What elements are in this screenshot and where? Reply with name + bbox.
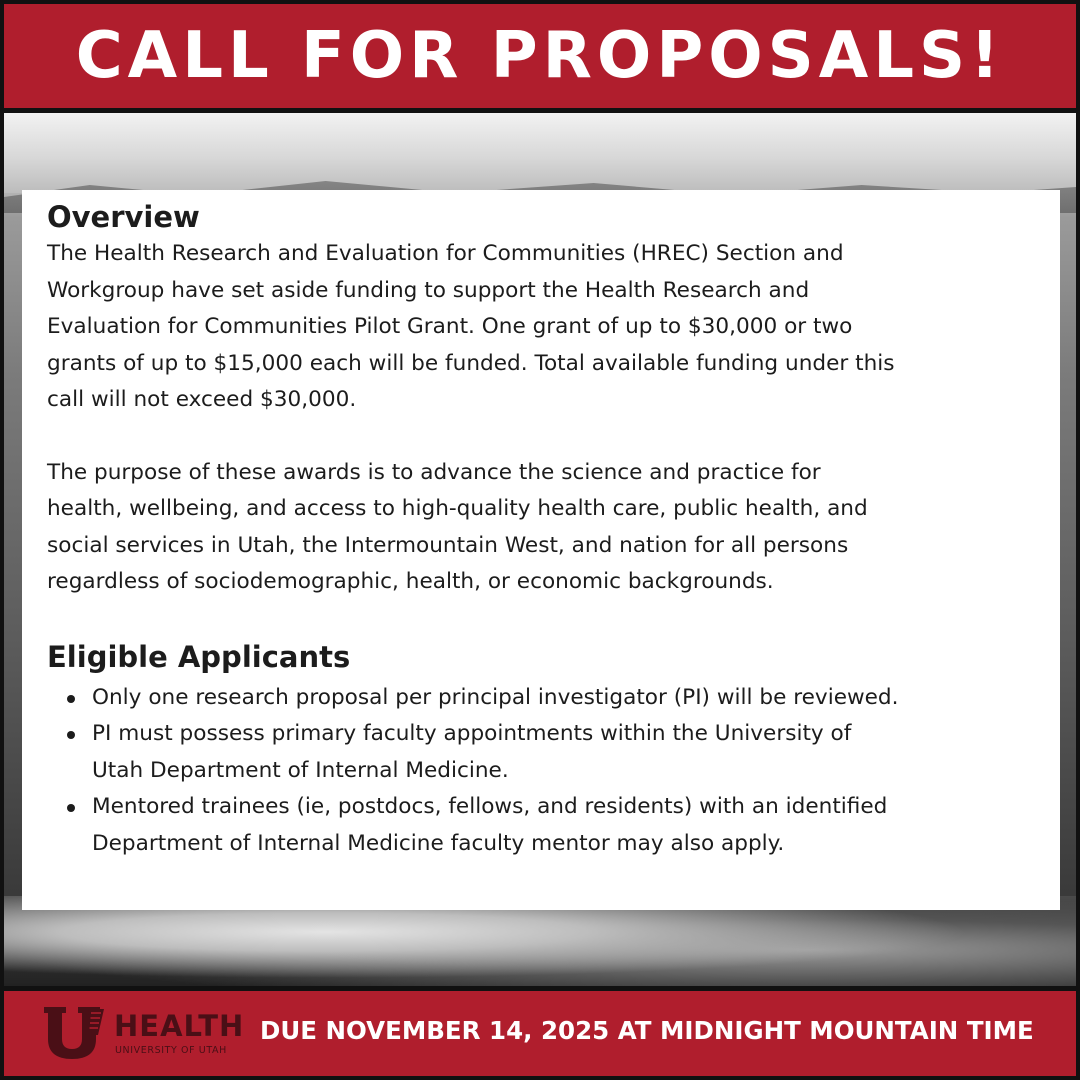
text-line: The purpose of these awards is to advance the science and practice for: [47, 459, 821, 485]
content-card: [22, 190, 1060, 910]
text-line: grants of up to $15,000 each will be funded. Total available funding under this: [47, 350, 895, 376]
list-item: [47, 716, 1040, 789]
text-line: regardless of sociodemographic, health, or economic backgrounds.: [47, 569, 774, 594]
text-line: social services in Utah, the Intermountain West, and nation for all persons: [47, 532, 849, 558]
text-line: health, wellbeing, and access to high-quality health care, public health, and: [47, 496, 868, 521]
list-item: [47, 789, 1040, 862]
due-date-text: DUE NOVEMBER 14, 2025 AT MIDNIGHT MOUNTAIN TIME: [260, 1016, 1034, 1045]
logo-wordmark: HEALTH: [114, 1009, 245, 1043]
text-line: Mentored trainees (ie, postdocs, fellows, and residents) with an identified: [92, 794, 888, 819]
footer-banner: [4, 986, 1076, 1076]
bullet-icon: [67, 695, 75, 703]
bullet-icon: [67, 804, 75, 812]
text-line: Utah Department of Internal Medicine.: [92, 757, 509, 783]
logo-subtitle: UNIVERSITY OF UTAH: [115, 1045, 227, 1056]
overview-paragraph-1: [47, 236, 1040, 419]
overview-heading: Overview: [47, 200, 200, 234]
bullet-icon: [67, 731, 75, 739]
university-of-utah-health-logo: [42, 1005, 245, 1061]
text-line: Department of Internal Medicine faculty mentor may also apply.: [92, 830, 785, 856]
text-line: Evaluation for Communities Pilot Grant. One grant of up to $30,000 or two: [47, 314, 853, 339]
page-title: CALL FOR PROPOSALS!: [75, 19, 1005, 93]
block-u-logo-icon: [42, 1005, 112, 1061]
eligible-applicants-heading: Eligible Applicants: [47, 639, 351, 674]
section-spacer: [47, 601, 1040, 638]
text-line: The Health Research and Evaluation for Communities (HREC) Section and: [47, 241, 844, 266]
photo-sky: [4, 113, 1076, 193]
list-item: [47, 680, 1040, 717]
text-line: Only one research proposal per principal investigator (PI) will be reviewed.: [92, 684, 899, 710]
overview-paragraph-2: [47, 455, 1040, 601]
header-banner: [4, 4, 1076, 113]
eligibility-list: [47, 680, 1040, 863]
paragraph-spacer: [47, 419, 1040, 455]
text-line: PI must possess primary faculty appointments within the University of: [92, 721, 852, 746]
text-line: Workgroup have set aside funding to support the Health Research and: [47, 277, 810, 303]
text-line: call will not exceed $30,000.: [47, 387, 357, 412]
